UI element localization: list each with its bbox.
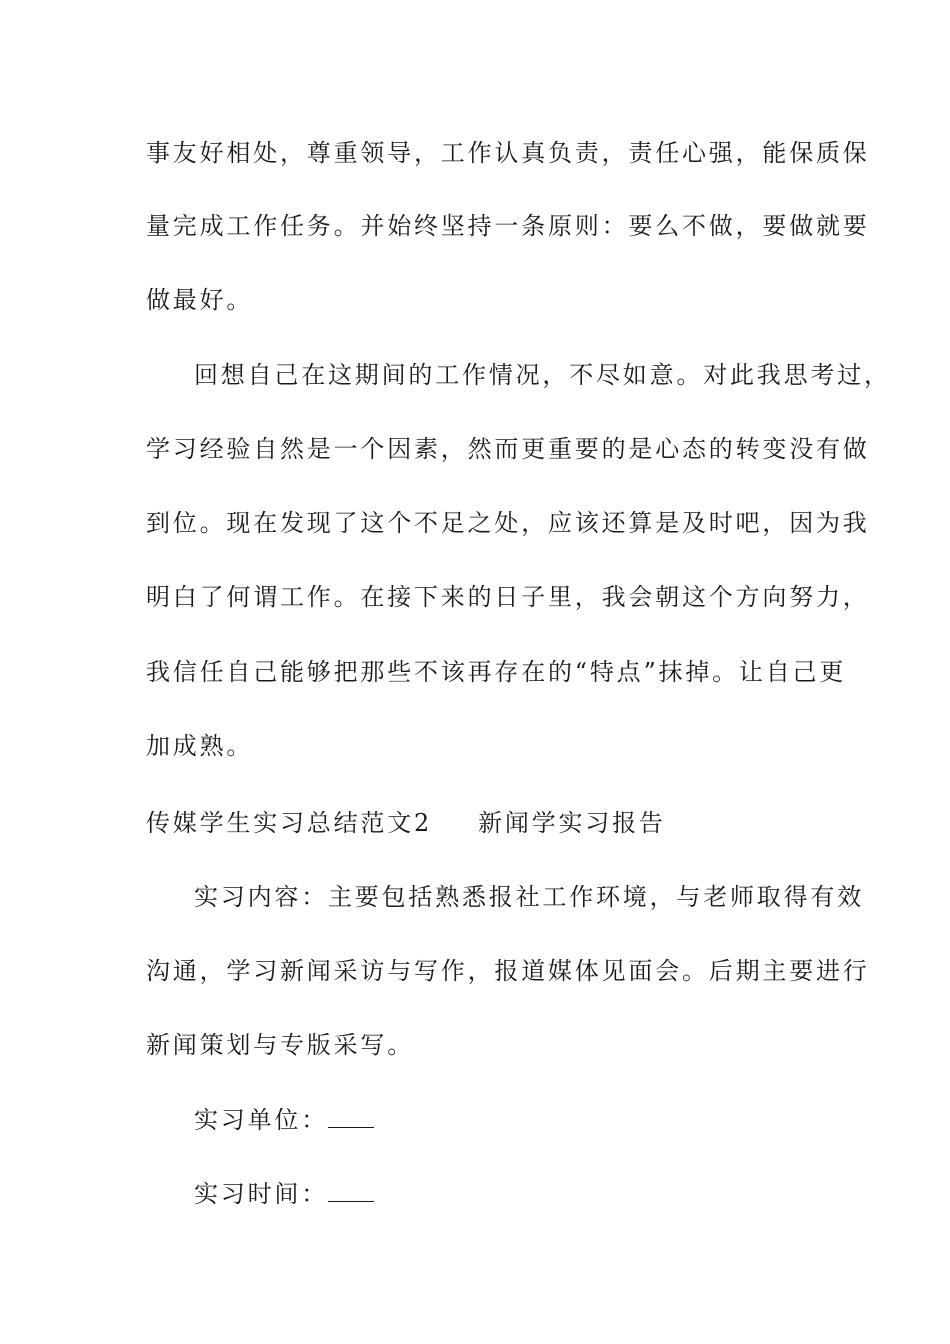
paragraph2-line-6: 加成熟。 [146,732,254,760]
internship-time-label: 实习时间： [194,1180,328,1208]
paragraph2-line-5: 我信任自己能够把那些不该再存在的“特点”抹掉。让自己更 [146,658,847,686]
paragraph3-line-3: 新闻策划与专版采写。 [146,1031,414,1059]
paragraph2-line-4: 明白了何谓工作。在接下来的日子里，我会朝这个方向努力， [146,583,870,611]
paragraph1-line-2: 量完成工作任务。并始终坚持一条原则：要么不做，要做就要 [146,212,870,240]
paragraph2-line-1: 回想自己在这期间的工作情况，不尽如意。对此我思考过， [194,361,891,389]
paragraph1-line-1: 事友好相处，尊重领导，工作认真负责，责任心强，能保质保 [146,139,870,167]
internship-time-field [194,1179,374,1209]
internship-unit-field [194,1105,374,1135]
paragraph2-line-3: 到位。现在发现了这个不足之处，应该还算是及时吧，因为我 [146,509,870,537]
paragraph2-line-2: 学习经验自然是一个因素，然而更重要的是心态的转变没有做 [146,435,870,463]
internship-time-blank [328,1181,374,1202]
internship-unit-blank [328,1107,374,1128]
internship-unit-label: 实习单位： [194,1106,328,1134]
paragraph3-line-2: 沟通，学习新闻采访与写作，报道媒体见面会。后期主要进行 [146,957,870,985]
section-heading [146,808,666,838]
paragraph1-line-3: 做最好。 [146,286,254,314]
heading-subtitle: 新闻学实习报告 [478,809,666,837]
heading-title: 传媒学生实习总结范文2 [146,809,433,837]
paragraph3-line-1: 实习内容：主要包括熟悉报社工作环境，与老师取得有效 [194,883,864,911]
